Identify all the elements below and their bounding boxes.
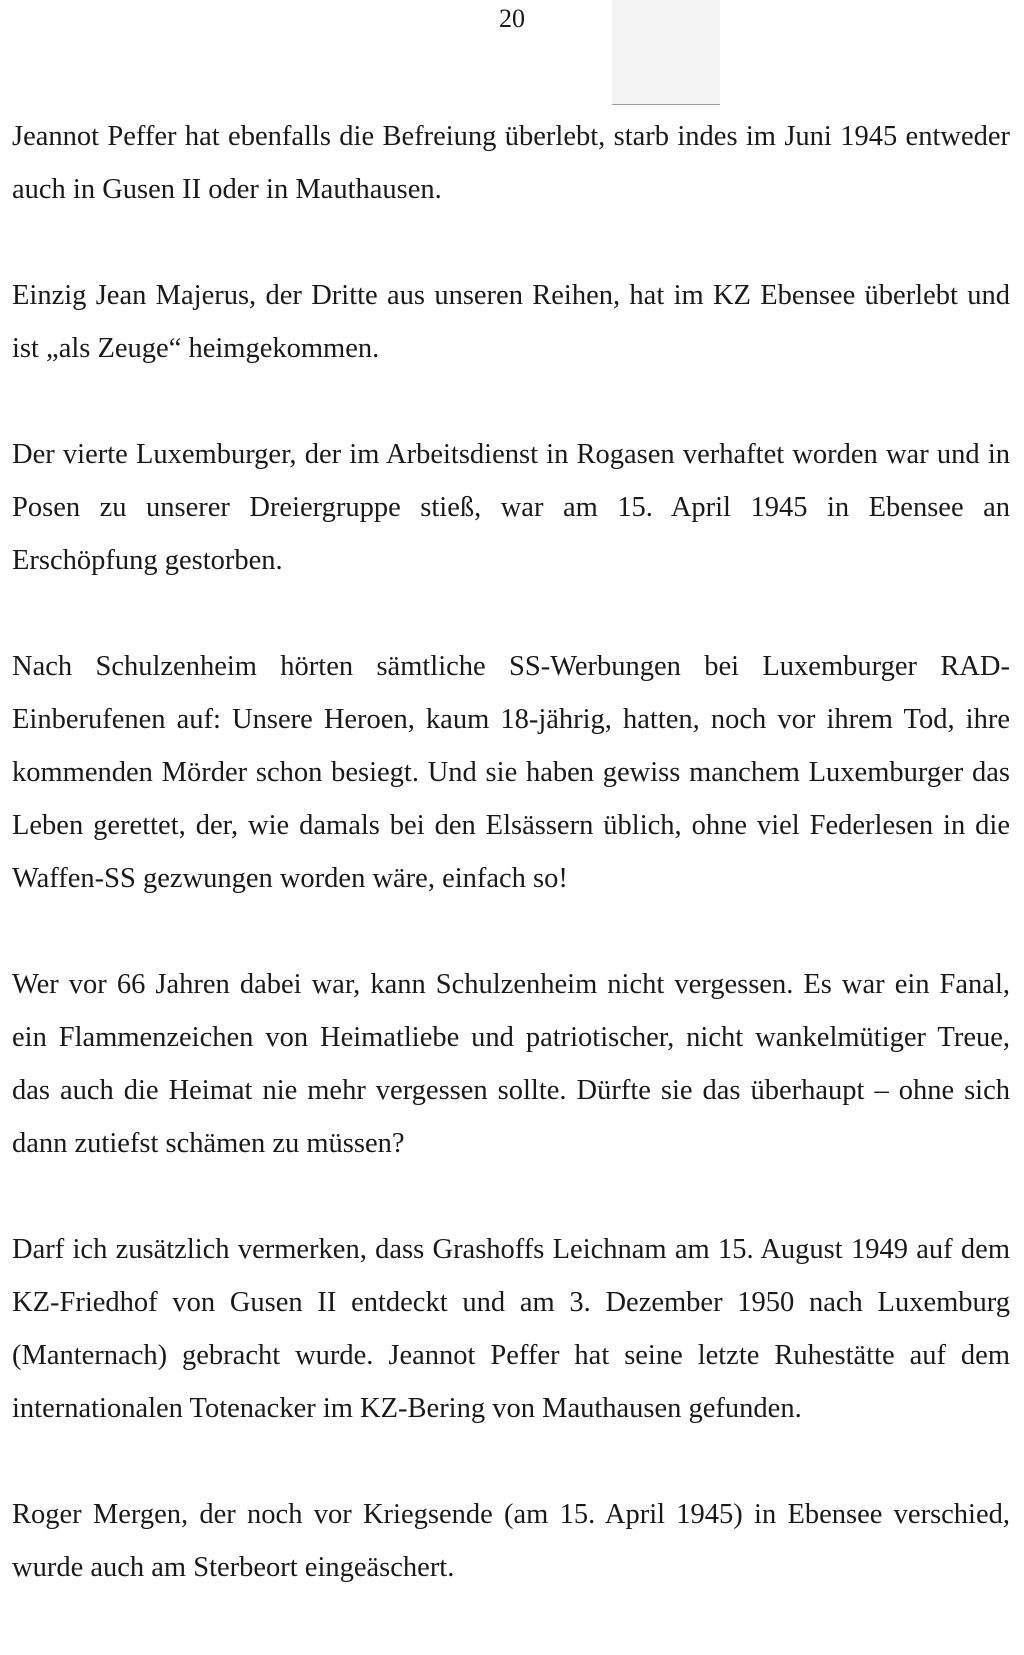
paragraph: Einzig Jean Majerus, der Dritte aus unseren Reihen, hat im KZ Ebensee überlebt und ist „als Zeuge“ heimgekommen. [12, 280, 1010, 364]
paragraph: Darf ich zusätzlich vermerken, dass Grashoffs Leichnam am 15. August 1949 auf dem KZ-Friedhof von Gusen II entdeckt und am 3. Dezember 1950 nach Luxemburg (Manternach) gebracht wurde. Jeannot Peffer hat seine letzte Ruhestätte auf dem internationalen Totenacker im KZ-Bering von Mauthausen gefunden. [12, 1234, 1010, 1424]
paragraph: Jeannot Peffer hat ebenfalls die Befreiung überlebt, starb indes im Juni 1945 entweder auch in Gusen II oder in Mauthausen. [12, 121, 1010, 205]
paragraph: Nach Schulzenheim hörten sämtliche SS-Werbungen bei Luxemburger RAD-Einberufenen auf: Unsere Heroen, kaum 18-jährig, hatten, noch vor ihrem Tod, ihre kommenden Mörder schon besiegt. Und sie haben gewiss manchem Luxemburger das Leben gerettet, der, wie damals bei den Elsässern üblich, ohne viel Federlesen in die Waffen-SS gezwungen worden wäre, einfach so! [12, 651, 1010, 894]
body-text [12, 110, 1010, 1594]
paragraph: Der vierte Luxemburger, der im Arbeitsdienst in Rogasen verhaftet worden war und in Posen zu unserer Dreiergruppe stieß, war am 15. April 1945 in Ebensee an Erschöpfung gestorben. [12, 439, 1010, 576]
paragraph: Roger Mergen, der noch vor Kriegsende (am 15. April 1945) in Ebensee verschied, wurde auch am Sterbeort eingeäschert. [12, 1499, 1010, 1583]
page-number: 20 [499, 4, 525, 33]
paragraph: Wer vor 66 Jahren dabei war, kann Schulzenheim nicht vergessen. Es war ein Fanal, ein Flammenzeichen von Heimatliebe und patriotischer, nicht wankelmütiger Treue, das auch die Heimat nie mehr vergessen sollte. Dürfte sie das überhaupt – ohne sich dann zutiefst schämen zu müssen? [12, 969, 1010, 1159]
